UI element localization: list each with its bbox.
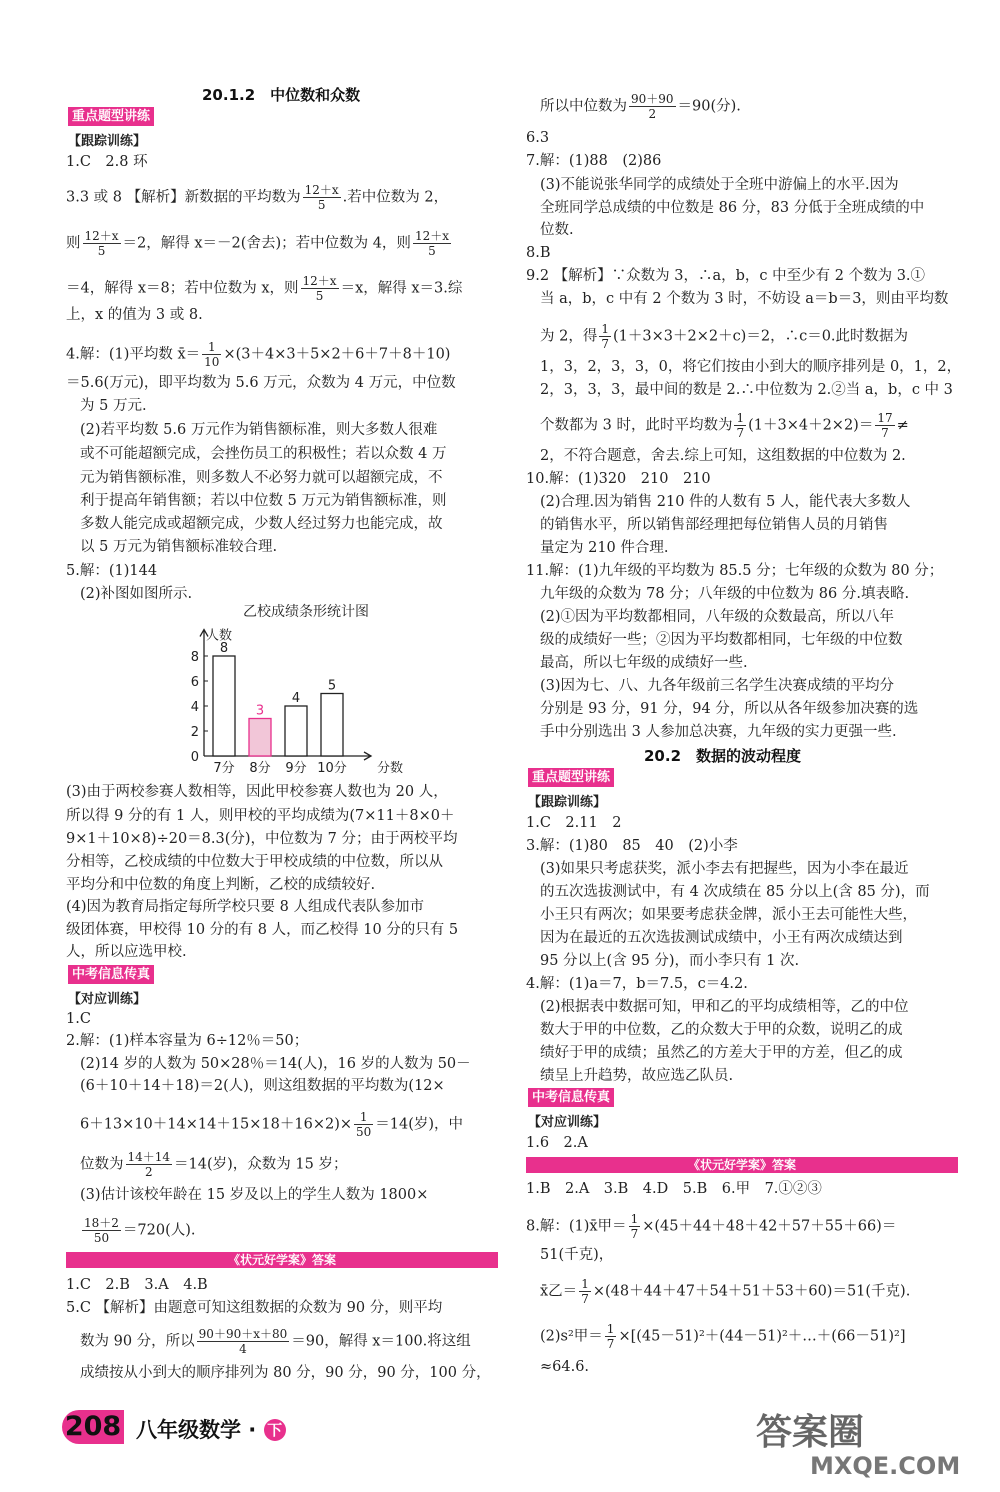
answer-line: 7.解：(1)88 (2)86 — [526, 153, 662, 169]
answer-line: 分相等，乙校成绩的中位数大于甲校成绩的中位数，所以从 — [66, 854, 443, 870]
answer-line: 元为销售额标准，则多数人不必努力就可以超额完成，不 — [80, 470, 443, 486]
answer-line: 95 分以上(含 95 分)，而小李只有 1 次. — [540, 953, 800, 969]
answer-line: (6＋10＋14＋18)＝2(人)，则这组数据的平均数为(12× — [80, 1078, 445, 1094]
y-tick-label: 6 — [190, 675, 199, 690]
chart-bar — [249, 719, 271, 757]
answer-line: 以 5 万元为销售额标准较合理. — [80, 539, 278, 555]
answer-line: 6＋13×10＋14×14＋15×18＋16×2)× $\frac{1}{50}$ ＝14(岁)，中 — [80, 1110, 464, 1139]
book-title: 八年级数学 · 下 — [136, 1414, 286, 1444]
answer-line: (3)因为七、八、九各年级前三名学生决赛成绩的平均分 — [540, 678, 895, 694]
answer-line: 51(千克)， — [540, 1247, 614, 1263]
section-title: 20.1.2 中位数和众数 — [202, 86, 361, 104]
answer-line: 数为 90 分，所以 $\frac{90+90+x+80}{4}$ ＝90，解得 x＝100.将这组 — [80, 1327, 471, 1356]
y-axis-label: 人数 — [206, 628, 233, 644]
answer-line: 1.C 2.11 2 — [526, 815, 622, 831]
answer-line: 为 5 万元. — [80, 398, 147, 414]
answer-line: 平均分和中位数的角度上判断，乙校的成绩较好. — [66, 877, 376, 893]
answer-line: ＝5.6(万元)，即平均数为 5.6 万元，众数为 4 万元，中位数 — [66, 375, 456, 391]
answer-line: 成绩按从小到大的顺序排列为 80 分，90 分，90 分，100 分， — [80, 1365, 491, 1381]
bar-chart — [176, 602, 506, 778]
bar-value-label: 8 — [219, 641, 229, 656]
answer-line: 5.C 【解析】由题意可知这组数据的众数为 90 分，则平均 — [66, 1300, 443, 1316]
answer-line: 小王只有两次；如果要考虑获金牌，派小王去可能性大些， — [540, 907, 917, 923]
answer-line: 全班同学总成绩的中位数是 86 分，83 分低于全班成绩的中 — [540, 200, 925, 216]
x-tick-label: 7分 — [213, 761, 235, 776]
answer-line: ＝4，解得 x＝8；若中位数为 x，则 $\frac{12+x}{5}$ ＝x，解得 x＝3.综 — [66, 274, 463, 303]
y-tick-label: 4 — [190, 700, 199, 715]
section-title: 20.2 数据的波动程度 — [644, 747, 802, 765]
answer-line: (2)合理.因为销售 210 件的人数有 5 人，能代表大多数人 — [540, 494, 911, 510]
answer-line: 2，不符合题意，舍去.综上可知，这组数据的中位数为 2. — [540, 448, 906, 464]
answer-line: $\frac{18+2}{50}$ ＝720(人). — [84, 1216, 196, 1245]
answer-line: 8.解：(1)x̄甲＝ $\frac{1}{7}$ ×(45＋44＋48＋42＋57＋55＋66)＝ — [526, 1212, 897, 1241]
answer-line: 利于提高年销售额；若以中位数 5 万元为销售额标准，则 — [80, 493, 447, 509]
page-number: 208 — [62, 1410, 124, 1444]
answer-line: 手中分别选出 3 人参加总决赛，九年级的实力更强一些. — [540, 724, 897, 740]
answer-line: (2)补图如图所示. — [80, 586, 193, 602]
bar-value-label: 5 — [327, 678, 337, 694]
answer-line: 所以得 9 分的有 1 人，则甲校的平均成绩为(7×11＋8×0＋ — [66, 808, 455, 824]
answer-line: 1.6 2.A — [526, 1135, 588, 1151]
answer-line: 10.解：(1)320 210 210 — [526, 471, 711, 487]
answer-line: 的销售水平，所以销售部经理把每位销售人员的月销售 — [540, 517, 888, 533]
answer-line: 9.2 【解析】∵众数为 3，∴a，b，c 中至少有 2 个数为 3.① — [526, 268, 926, 284]
x-tick-label: 9分 — [285, 761, 307, 776]
answer-line: 1，3，2，3，3，0，将它们按由小到大的顺序排列是 0，1，2， — [540, 359, 962, 375]
answer-line: 因为在最近的五次选拔测试成绩中，小王有两次成绩达到 — [540, 930, 903, 946]
y-tick-label: 0 — [190, 750, 199, 765]
answer-line: 所以中位数为 $\frac{90+90}{2}$ ＝90(分). — [540, 92, 741, 121]
chart-bar — [213, 656, 235, 756]
volume-badge: 下 — [264, 1419, 286, 1441]
answer-line: (3)如果只考虑获奖，派小李去有把握些，因为小李在最近 — [540, 861, 909, 877]
answer-line: (4)因为教育局指定每所学校只要 8 人组成代表队参加市 — [66, 899, 424, 915]
x-tick-label: 10分 — [317, 761, 347, 776]
answer-line: 量定为 210 件合理. — [540, 540, 669, 556]
answer-line: 级团体赛，甲校得 10 分的有 8 人，而乙校得 10 分的只有 5 — [66, 922, 459, 938]
section-heading: 中考信息传真 — [68, 965, 154, 984]
answer-line: 2.解：(1)样本容量为 6÷12％＝50； — [66, 1033, 309, 1049]
answer-line: 数大于甲的中位数，乙的众数大于甲的众数，说明乙的成 — [540, 1022, 903, 1038]
answer-line: 绩呈上升趋势，故应选乙队员. — [540, 1068, 734, 1084]
y-tick-label: 8 — [190, 650, 199, 665]
answer-line: 2，3，3，3，最中间的数是 2.∴中位数为 2.②当 a，b，c 中 3 — [540, 382, 953, 398]
exercise-tag: 【跟踪训练】 — [528, 795, 607, 810]
answer-line: 则 $\frac{12+x}{5}$ ＝2，解得 x＝－2(舍去)；若中位数为 4，则 $\frac{12+x}{5}$ — [66, 229, 449, 258]
bar-value-label: 3 — [255, 703, 265, 719]
chart-bar — [321, 694, 343, 757]
answer-line: 11.解：(1)九年级的平均数为 85.5 分；七年级的众数为 80 分； — [526, 563, 944, 579]
y-tick-label: 2 — [190, 725, 199, 740]
answer-line: (2)14 岁的人数为 50×28％＝14(人)，16 岁的人数为 50－ — [80, 1056, 471, 1072]
answer-line: 9×1＋10×8)÷20＝8.3(分)，中位数为 7 分；由于两校平均 — [66, 831, 458, 847]
page-footer — [62, 1410, 942, 1453]
section-heading: 中考信息传真 — [528, 1088, 614, 1107]
watermark-logo: 答案圈 — [756, 1412, 865, 1453]
answer-band: 《状元好学案》答案 — [526, 1157, 958, 1173]
answer-line: 位数为 $\frac{14+14}{2}$ ＝14(岁)，众数为 15 岁； — [80, 1150, 348, 1179]
answer-line: 4.解：(1)平均数 x̄＝ $\frac{1}{10}$ ×(3＋4×3＋5×2＋6＋7＋8＋10) — [66, 340, 451, 369]
answer-band: 《状元好学案》答案 — [66, 1252, 498, 1268]
answer-line: 的五次选拔测试中，有 4 次成绩在 85 分以上(含 85 分)，而 — [540, 884, 930, 900]
answer-line: 3.解：(1)80 85 40 (2)小李 — [526, 838, 738, 854]
answer-line: 上，x 的值为 3 或 8. — [66, 307, 203, 323]
answer-line: 1.B 2.A 3.B 4.D 5.B 6.甲 7.①②③ — [526, 1181, 822, 1197]
chart-title: 乙校成绩条形统计图 — [243, 604, 369, 620]
answer-line: 当 a，b，c 中有 2 个数为 3 时，不妨设 a＝b＝3，则由平均数 — [540, 291, 949, 307]
chart-bar — [285, 706, 307, 756]
bar-value-label: 4 — [291, 691, 301, 706]
answer-line: (3)估计该校年龄在 15 岁及以上的学生人数为 1800× — [80, 1187, 429, 1203]
answer-line: 1.C 2.B 3.A 4.B — [66, 1277, 208, 1293]
answer-line: 8.B — [526, 245, 551, 261]
section-heading: 重点题型讲练 — [68, 107, 154, 126]
x-tick-label: 8分 — [249, 761, 271, 776]
answer-line: 1.C — [66, 1011, 91, 1027]
answer-line: (2)s²甲＝ $\frac{1}{7}$ ×[(45－51)²＋(44－51)²＋…＋(66－51)²] — [540, 1322, 906, 1351]
answer-line: x̄乙＝ $\frac{1}{7}$ ×(48＋44＋47＋54＋51＋53＋60)＝51(千克). — [540, 1277, 911, 1306]
answer-line: 九年级的众数为 78 分；八年级的中位数为 86 分.填表略. — [540, 586, 910, 602]
answer-line: 1.C 2.8 环 — [66, 154, 148, 170]
answer-line: 绩好于甲的成绩；虽然乙的方差大于甲的方差，但乙的成 — [540, 1045, 903, 1061]
answer-line: 个数都为 3 时，此时平均数为 $\frac{1}{7}$ (1＋3×4＋2×2)＝ $\frac{17}{7}$ ≠ — [540, 411, 909, 440]
answer-line: 为 2，得 $\frac{1}{7}$ (1＋3×3＋2×2＋c)＝2，∴c＝0.此时数据为 — [540, 322, 909, 351]
watermark-url: MXQE.COM — [810, 1452, 961, 1480]
answer-line: 4.解：(1)a＝7，b＝7.5，c＝4.2. — [526, 976, 748, 992]
answer-line: 最高，所以七年级的成绩好一些. — [540, 655, 748, 671]
answer-line: (3)不能说张华同学的成绩处于全班中游偏上的水平.因为 — [540, 177, 899, 193]
answer-line: ≈64.6. — [540, 1359, 590, 1375]
answer-line: 人，所以应选甲校. — [66, 944, 187, 960]
answer-line: (2)根据表中数据可知，甲和乙的平均成绩相等，乙的中位 — [540, 999, 909, 1015]
x-axis-label: 分数 — [377, 761, 404, 776]
exercise-tag: 【跟踪训练】 — [68, 134, 147, 149]
answer-line: (3)由于两校参赛人数相等，因此甲校参赛人数也为 20 人， — [66, 784, 448, 800]
answer-line: (2)①因为平均数都相同，八年级的众数最高，所以八年 — [540, 609, 895, 625]
section-heading: 重点题型讲练 — [528, 768, 614, 787]
answer-line: 6.3 — [526, 130, 550, 146]
answer-line: 分别是 93 分，91 分，94 分，所以从各年级参加决赛的选 — [540, 701, 919, 717]
answer-line: 级的成绩好一些；②因为平均数都相同，七年级的中位数 — [540, 632, 903, 648]
answer-line: 位数. — [540, 222, 574, 238]
answer-line: 3.3 或 8 【解析】新数据的平均数为 $\frac{12+x}{5}$ .若中位数为 2， — [66, 183, 449, 212]
answer-line: 或不可能超额完成，会挫伤员工的积极性；若以众数 4 万 — [80, 446, 447, 462]
exercise-tag: 【对应训练】 — [528, 1115, 607, 1130]
answer-line: (2)若平均数 5.6 万元作为销售额标准，则大多数人很难 — [80, 422, 438, 438]
exercise-tag: 【对应训练】 — [68, 992, 147, 1007]
answer-line: 多数人能完成或超额完成，少数人经过努力也能完成，故 — [80, 516, 443, 532]
answer-line: 5.解：(1)144 — [66, 563, 158, 579]
